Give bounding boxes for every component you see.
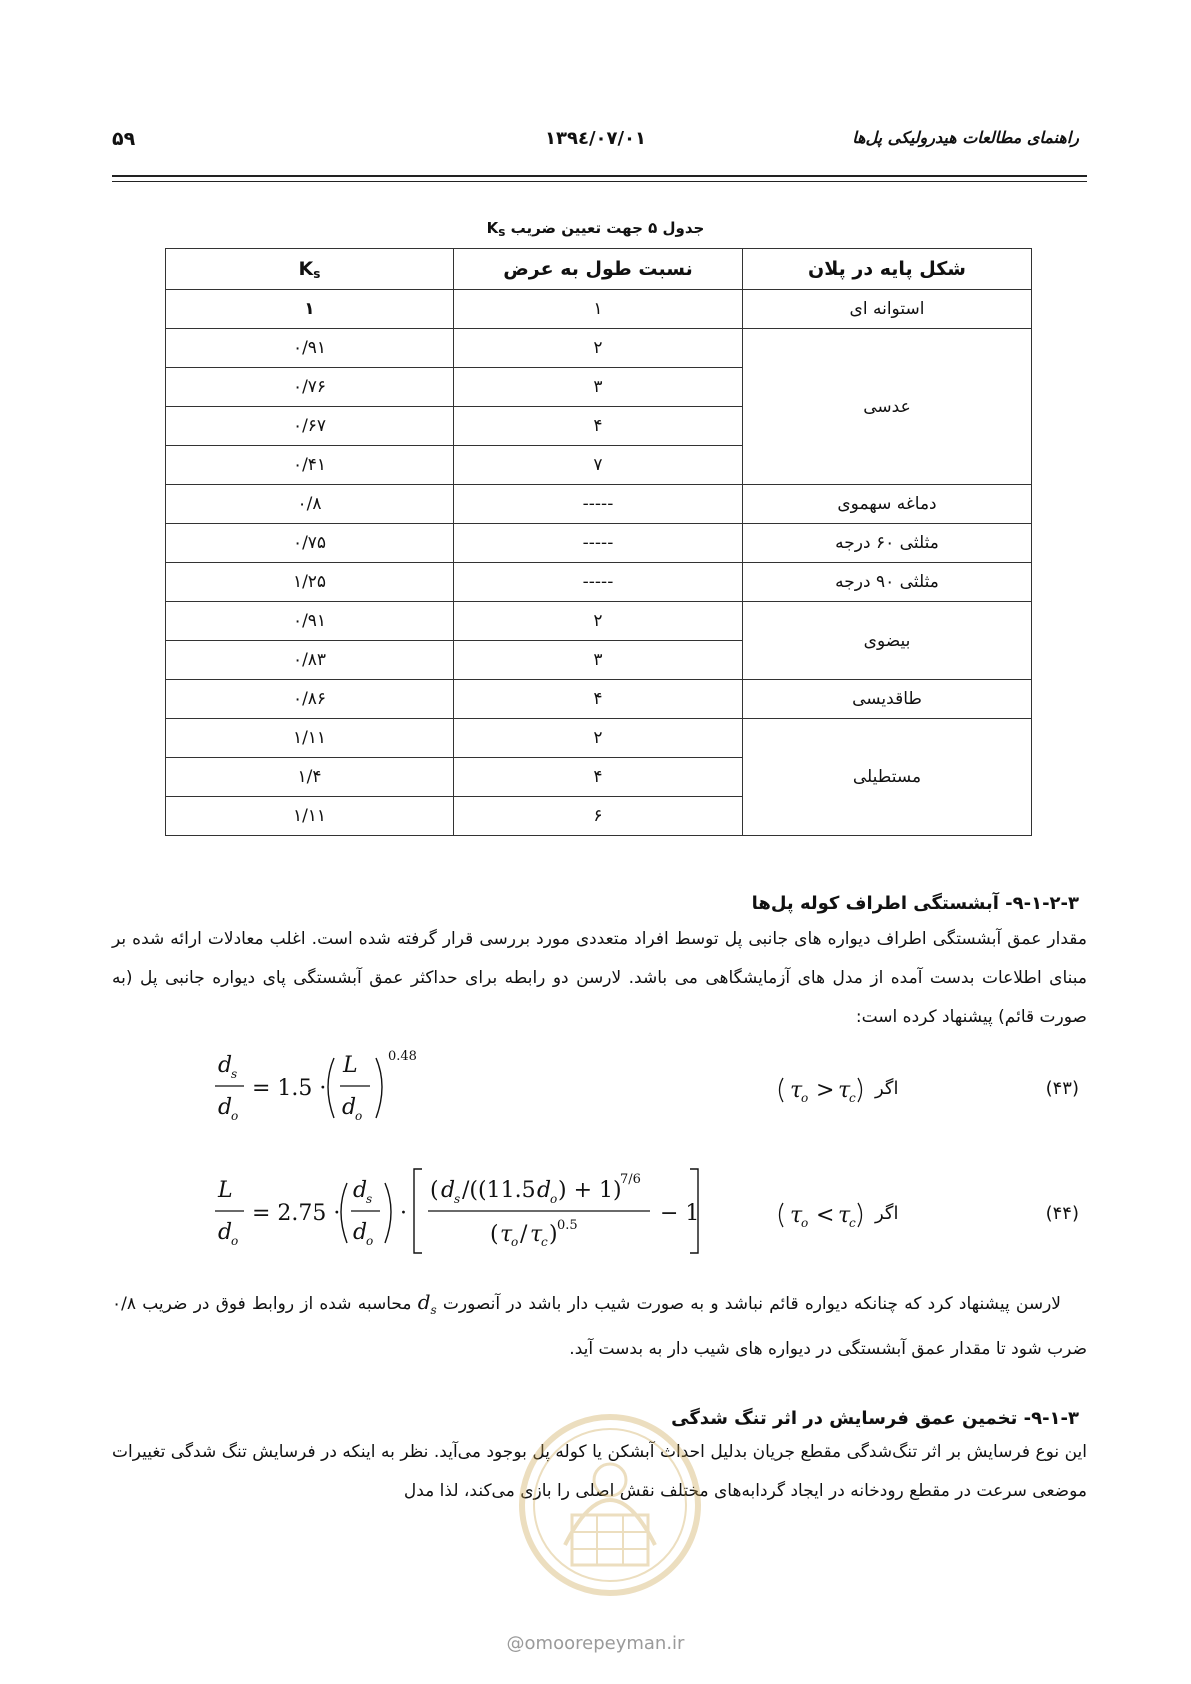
svg-text:·: · (400, 1201, 407, 1226)
cell-ratio: ----- (454, 485, 743, 524)
running-header-date: ۱۳۹٤/۰۷/۰۱ (544, 128, 647, 149)
svg-text:τ: τ (500, 1222, 513, 1247)
cell-shape: مثلثی ۶۰ درجه (743, 524, 1032, 563)
svg-text:s: s (231, 1067, 238, 1081)
cell-shape: مثلثی ۹۰ درجه (743, 563, 1032, 602)
table-row (166, 329, 1032, 368)
cell-ks: ۰/۹۱ (166, 602, 454, 641)
equation-43 (0, 1040, 1191, 1130)
equation-43-condition-word: اگر (875, 1078, 899, 1099)
svg-text:τ: τ (530, 1222, 543, 1247)
svg-text:d: d (441, 1178, 456, 1203)
svg-text:d: d (353, 1220, 368, 1245)
abutment-scour-paragraph: مقدار عمق آبشستگی اطراف دیواره های جانبی پل توسط افراد متعددی مورد بررسی قرار گرفته شده است. اغلب معادلات ارائه شده بر مبنای اطلاعات بدست آمده از مدل های آزمایشگاهی می باشد. لارسن دو رابطه برای حداکثر عمق آبشستگی پای دیواره جانبی پل (به صورت قائم) پیشنهاد کرده است: (112, 929, 1087, 1027)
equation-43-number: (۴۳) (1045, 1078, 1079, 1099)
table-row (166, 290, 1032, 329)
svg-text:o: o (550, 1192, 558, 1206)
page-number: ۵۹ (112, 128, 136, 150)
equation-44-formula (0, 1165, 1191, 1255)
cell-ks: ۰/۸۶ (166, 680, 454, 719)
svg-text:(: ( (490, 1222, 499, 1247)
svg-text:o: o (801, 1091, 809, 1105)
cell-ratio: ۳ (454, 368, 743, 407)
cell-shape: مستطیلی (743, 719, 1032, 836)
section-heading-abutment-scour: ۹-۱-۲-۳- آبشستگی اطراف کوله پل‌ها (751, 893, 1079, 914)
svg-text:= 2.75 ·: = 2.75 · (252, 1201, 341, 1226)
table-caption-text: جدول ۵ جهت تعیین ضریب $K_s$ (486, 219, 705, 239)
cell-ks: ۱/۲۵ (166, 563, 454, 602)
svg-text:τ: τ (838, 1078, 851, 1103)
cell-ratio: ۲ (454, 602, 743, 641)
equation-44-number: (۴۴) (1045, 1203, 1079, 1224)
table-row (166, 680, 1032, 719)
cell-ks: ۰/۷۵ (166, 524, 454, 563)
header-ks: Ks (166, 249, 454, 290)
cell-ratio: ۶ (454, 797, 743, 836)
header-rule-thick (112, 175, 1087, 177)
svg-text:o: o (231, 1109, 239, 1123)
svg-text:7/6: 7/6 (620, 1172, 641, 1187)
svg-text:/: / (520, 1222, 528, 1247)
cell-ratio: ۷ (454, 446, 743, 485)
svg-text:/((11.5: /((11.5 (462, 1178, 536, 1203)
svg-text:o: o (355, 1109, 363, 1123)
watermark-seal-logo (510, 1395, 710, 1625)
header-ratio: نسبت طول به عرض (454, 249, 743, 290)
table-caption (0, 219, 1191, 239)
svg-text:d: d (218, 1053, 233, 1078)
ds-symbol: $d_s$ (417, 1290, 437, 1317)
cell-ratio: ۴ (454, 680, 743, 719)
cell-shape: طاقدیسی (743, 680, 1032, 719)
cell-ratio: ----- (454, 524, 743, 563)
svg-text:c: c (849, 1216, 856, 1230)
svg-text:− 1: − 1 (660, 1201, 700, 1226)
svg-text:>: > (816, 1078, 835, 1103)
svg-text:o: o (366, 1234, 374, 1248)
svg-text:d: d (218, 1220, 233, 1245)
svg-text:c: c (541, 1235, 548, 1249)
header-rule-thin (112, 181, 1087, 182)
sloped-wall-text-after: محاسبه شده از روابط فوق در ضریب ۰/۸ ضرب شود تا مقدار عمق آبشستگی در دیواره های شیب دار به بدست آید. (112, 1294, 1087, 1359)
equation-44-condition-word: اگر (875, 1203, 899, 1224)
svg-text:L: L (218, 1178, 233, 1203)
watermark-url: @omoorepeyman.ir (506, 1633, 685, 1654)
table-header-row (166, 249, 1032, 290)
cell-ratio: ۴ (454, 758, 743, 797)
svg-text:d: d (353, 1178, 368, 1203)
svg-text:d: d (342, 1095, 357, 1120)
svg-text:τ: τ (838, 1203, 851, 1228)
svg-text:0.5: 0.5 (557, 1218, 578, 1233)
contraction-scour-paragraph: این نوع فرسایش بر اثر تنگ‌شدگی مقطع جریان بدلیل احداث آبشکن یا کوله پل بوجود می‌آید. نظر به اینکه در فرسایش تنگ شدگی تغییرات موضعی سرعت در مقطع رودخانه در ایجاد گردابه‌های مختلف نقش اصلی را بازی می‌کند، لذا مدل (112, 1442, 1087, 1501)
cell-ratio: ۲ (454, 719, 743, 758)
sloped-wall-text-before: لارسن پیشنهاد کرد که چنانکه دیواره قائم نباشد و به صورت شیب دار باشد در آنصورت (442, 1294, 1061, 1314)
table-body (166, 290, 1032, 836)
svg-text:= 1.5 ·: = 1.5 · (252, 1076, 327, 1101)
svg-text:o: o (801, 1216, 809, 1230)
cell-ratio: ----- (454, 563, 743, 602)
running-header-title: راهنمای مطالعات هیدرولیکی پل‌ها (852, 128, 1079, 147)
svg-text:): ) (549, 1222, 558, 1247)
svg-text:L: L (343, 1053, 358, 1078)
ks-coefficient-table (165, 248, 1032, 836)
table-row (166, 524, 1032, 563)
cell-ratio: ۳ (454, 641, 743, 680)
equation-44 (0, 1165, 1191, 1255)
svg-text:d: d (537, 1178, 552, 1203)
svg-text:τ: τ (790, 1078, 803, 1103)
cell-ratio: ۴ (454, 407, 743, 446)
svg-text:(: ( (430, 1178, 439, 1203)
cell-shape: استوانه ای (743, 290, 1032, 329)
caption-ks-symbol: $K_s$ (486, 219, 506, 239)
svg-text:) + 1): ) + 1) (558, 1178, 622, 1203)
table-row (166, 602, 1032, 641)
svg-text:<: < (816, 1203, 835, 1228)
cell-ks: ۰/۷۶ (166, 368, 454, 407)
svg-text:d: d (218, 1095, 233, 1120)
cell-ks: ۱ (166, 290, 454, 329)
cell-shape: دماغه سهموی (743, 485, 1032, 524)
sloped-wall-paragraph (112, 1283, 1087, 1369)
table-row (166, 719, 1032, 758)
header-shape: شکل پایه در پلان (743, 249, 1032, 290)
cell-ks: ۰/۹۱ (166, 329, 454, 368)
cell-ks: ۱/۴ (166, 758, 454, 797)
svg-text:o: o (231, 1234, 239, 1248)
svg-text:τ: τ (790, 1203, 803, 1228)
cell-ks: ۰/۴۱ (166, 446, 454, 485)
cell-ratio: ۲ (454, 329, 743, 368)
svg-text:0.48: 0.48 (388, 1049, 417, 1064)
svg-text:o: o (511, 1235, 519, 1249)
table-row (166, 485, 1032, 524)
cell-ks: ۰/۸ (166, 485, 454, 524)
cell-shape: عدسی (743, 329, 1032, 485)
section-heading-contraction-scour: ۹-۱-۳- تخمین عمق فرسایش در اثر تنگ شدگی (671, 1408, 1079, 1429)
cell-shape: بیضوی (743, 602, 1032, 680)
cell-ks: ۱/۱۱ (166, 719, 454, 758)
svg-text:s: s (366, 1192, 373, 1206)
table-row (166, 563, 1032, 602)
cell-ks: ۰/۶۷ (166, 407, 454, 446)
cell-ks: ۰/۸۳ (166, 641, 454, 680)
svg-text:s: s (454, 1192, 461, 1206)
cell-ratio: ۱ (454, 290, 743, 329)
cell-ks: ۱/۱۱ (166, 797, 454, 836)
equation-43-formula (0, 1040, 1191, 1130)
svg-text:c: c (849, 1091, 856, 1105)
